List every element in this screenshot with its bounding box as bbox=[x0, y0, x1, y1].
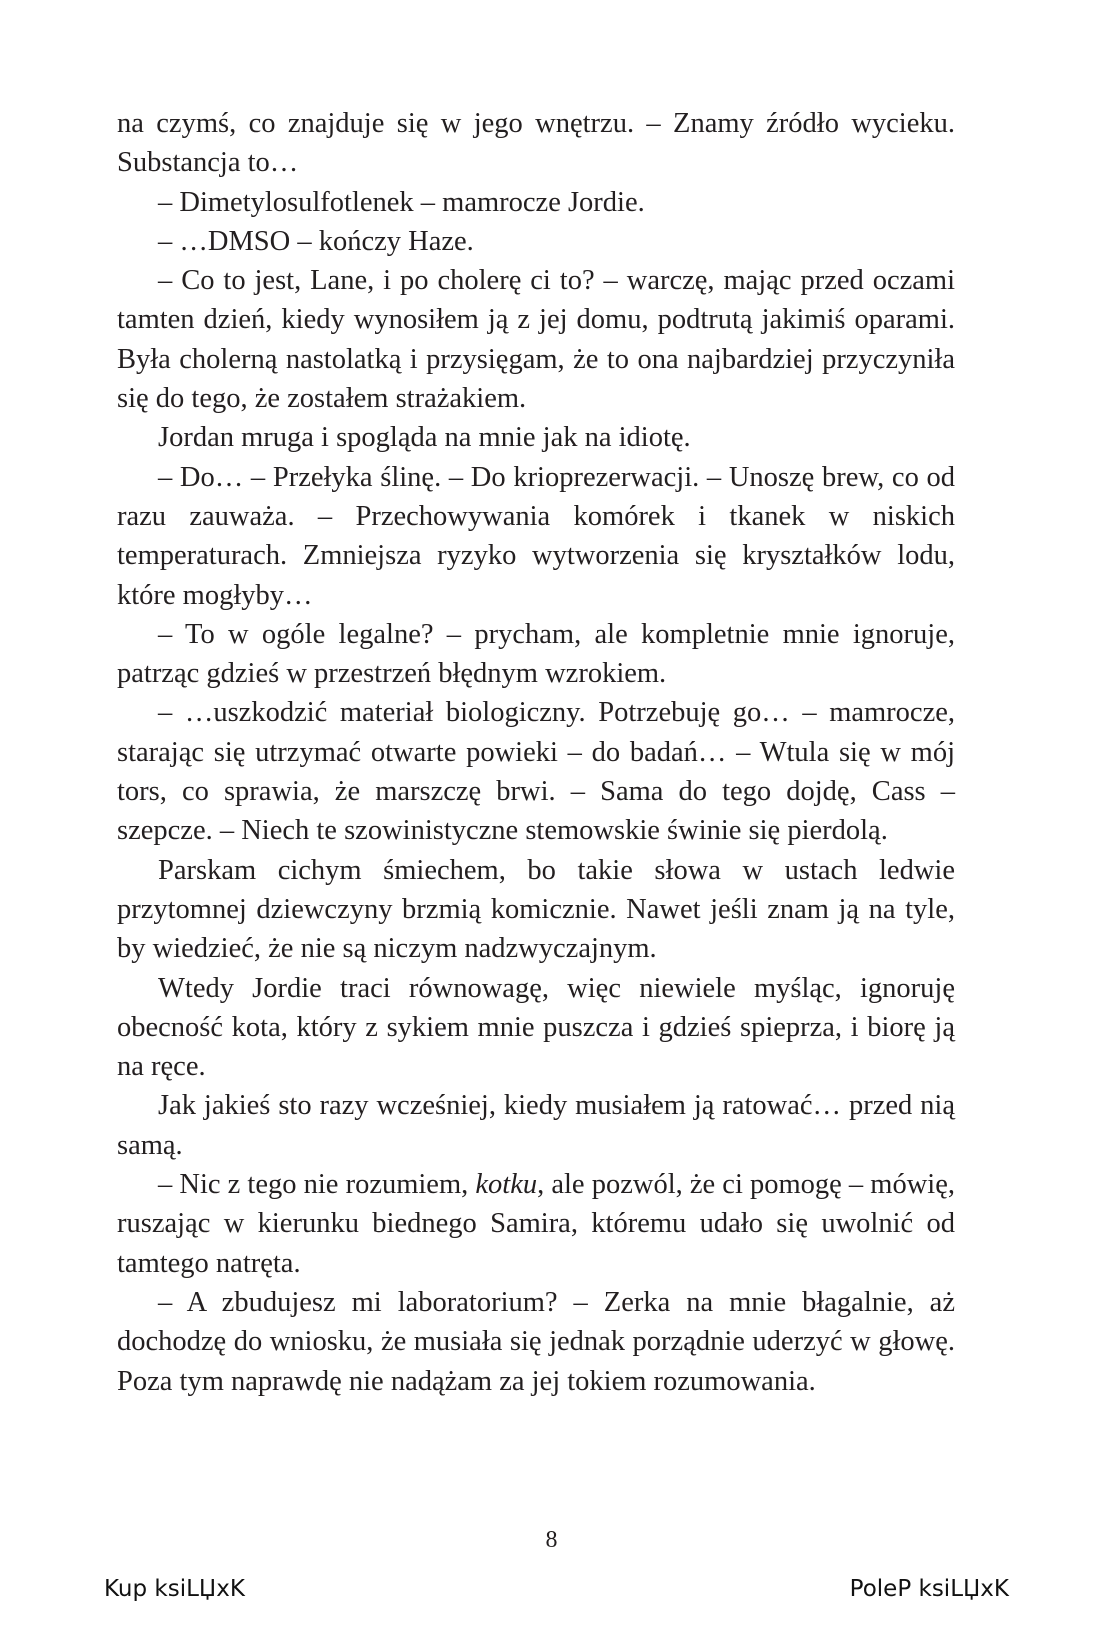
page-number: 8 bbox=[545, 1527, 558, 1553]
buy-book-link[interactable]: Kup ksiLЏxK bbox=[104, 1576, 245, 1602]
emphasis-text: kotku bbox=[475, 1169, 538, 1201]
paragraph-text: Jordan mruga i spogląda na mnie jak na idiotę. bbox=[158, 422, 691, 454]
paragraph bbox=[117, 222, 955, 261]
paragraph bbox=[117, 1283, 955, 1401]
paragraph bbox=[117, 1165, 955, 1283]
paragraph bbox=[117, 104, 955, 183]
paragraph-text: – …uszkodzić materiał biologiczny. Potrzebuję go… – mamrocze, starając się utrzymać otwarte powieki – do badań… – Wtula się w mój tors, co sprawia, że marszczę brwi. – Sama do tego dojdę, Cass – szepcze. – Niech te szowinistyczne stemowskie świnie się pierdolą. bbox=[117, 697, 955, 847]
paragraph bbox=[117, 969, 955, 1087]
paragraph bbox=[117, 615, 955, 694]
paragraph bbox=[117, 183, 955, 222]
paragraph-text: na czymś, co znajduje się w jego wnętrzu. – Znamy źródło wycieku. Substancja to… bbox=[117, 108, 955, 179]
paragraph bbox=[117, 693, 955, 850]
paragraph-text: – Nic z tego nie rozumiem, bbox=[158, 1169, 476, 1201]
paragraph-text: , ale pozwól, że ci pomogę – mówię, ruszając w kierunku biednego Samira, któremu udało się uwolnić od tamtego natręta. bbox=[117, 1169, 956, 1279]
paragraph bbox=[117, 851, 955, 969]
paragraph bbox=[117, 458, 955, 615]
paragraph-text: – Co to jest, Lane, i po cholerę ci to? – warczę, mając przed oczami tamten dzień, kiedy wynosiłem ją z jej domu, podtrutą jakimiś oparami. Była cholerną nastolatką i przysięgam, że to ona najbardziej przyczyniła się do tego, że zostałem strażakiem. bbox=[117, 265, 955, 415]
body-text bbox=[117, 104, 955, 1401]
paragraph-text: Wtedy Jordie traci równowagę, więc niewiele myśląc, ignoruję obecność kota, który z sykiem mnie puszcza i gdzieś spieprza, i biorę ją na ręce. bbox=[117, 972, 955, 1083]
paragraph-text: – Dimetylosulfotlenek – mamrocze Jordie. bbox=[158, 186, 645, 218]
paragraph-text: – Do… – Przełyka ślinę. – Do krioprezerwacji. – Unoszę brew, co od razu zauważa. – Przechowywania komórek i tkanek w niskich temperaturach. Zmniejsza ryzyko wytworzenia się kryształków lodu, które mogłyby… bbox=[117, 461, 955, 611]
paragraph bbox=[117, 1086, 955, 1165]
paragraph-text: – To w ogóle legalne? – prycham, ale kompletnie mnie ignoruje, patrząc gdzieś w przestrzeń błędnym wzrokiem. bbox=[117, 618, 955, 690]
paragraph bbox=[117, 261, 955, 418]
paragraph-text: – …DMSO – kończy Haze. bbox=[158, 225, 474, 257]
paragraph-text: – A zbudujesz mi laboratorium? – Zerka na mnie błagalnie, aż dochodzę do wniosku, że musiała się jednak porządnie uderzyć w głowę. Poza tym naprawdę nie nadążam za jej tokiem rozumowania. bbox=[117, 1286, 955, 1397]
paragraph-text: Parskam cichym śmiechem, bo takie słowa w ustach ledwie przytomnej dziewczyny brzmią komicznie. Nawet jeśli znam ją na tyle, by wiedzieć, że nie są niczym nadzwyczajnym. bbox=[117, 854, 955, 965]
recommend-book-link[interactable]: PoleP ksiLЏxK bbox=[849, 1576, 1009, 1602]
paragraph bbox=[117, 418, 955, 457]
paragraph-text: Jak jakieś sto razy wcześniej, kiedy musiałem ją ratować… przed nią samą. bbox=[117, 1090, 955, 1161]
